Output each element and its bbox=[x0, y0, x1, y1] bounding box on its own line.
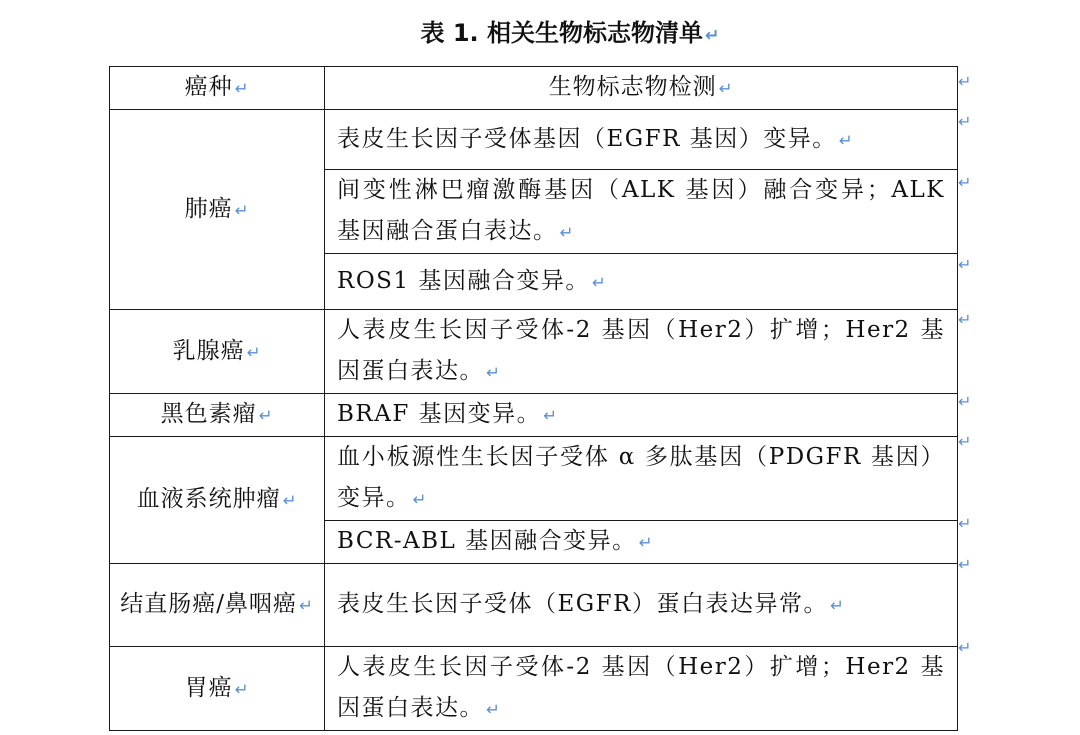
paragraph-mark-icon: ↵ bbox=[591, 272, 608, 292]
header-marker-label: 生物标志物检测 bbox=[548, 74, 717, 100]
marker-cell bbox=[325, 521, 958, 564]
marker-text: 人表皮生长因子受体-2 基因（Her2）扩增；Her2 基因蛋白表达。 bbox=[337, 654, 945, 721]
marker-text: 表皮生长因子受体（EGFR）蛋白表达异常。 bbox=[337, 591, 828, 617]
paragraph-mark-icon: ↵ bbox=[486, 363, 502, 382]
paragraph-mark-icon: ↵ bbox=[246, 342, 262, 362]
marker-cell bbox=[325, 110, 958, 170]
cancer-label: 乳腺癌 bbox=[172, 337, 245, 364]
table-header-row bbox=[110, 67, 958, 110]
cancer-cell bbox=[110, 310, 325, 394]
cancer-label: 黑色素瘤 bbox=[160, 401, 257, 427]
marker-text: ROS1 基因融合变异。 bbox=[337, 267, 590, 294]
table-row bbox=[110, 110, 958, 170]
paragraph-mark-icon: ↵ bbox=[958, 112, 972, 131]
paragraph-mark-icon: ↵ bbox=[958, 255, 972, 274]
paragraph-mark-icon: ↵ bbox=[958, 638, 972, 657]
paragraph-mark-icon: ↵ bbox=[559, 223, 575, 242]
marker-text: 表皮生长因子受体基因（EGFR 基因）变异。 bbox=[337, 125, 837, 152]
biomarker-table bbox=[109, 66, 958, 731]
cancer-cell bbox=[110, 647, 325, 731]
header-cell-marker bbox=[325, 67, 958, 110]
header-cell-cancer bbox=[110, 67, 325, 110]
paragraph-mark-icon: ↵ bbox=[958, 555, 972, 574]
marker-cell bbox=[325, 170, 958, 254]
paragraph-mark-icon: ↵ bbox=[486, 700, 502, 719]
row-end-marks bbox=[958, 0, 978, 735]
cancer-label: 血液系统肿瘤 bbox=[136, 486, 281, 512]
table-row bbox=[110, 437, 958, 521]
paragraph-mark-icon: ↵ bbox=[543, 406, 559, 425]
marker-cell bbox=[325, 564, 958, 647]
cancer-cell bbox=[110, 437, 325, 564]
paragraph-mark-icon: ↵ bbox=[958, 432, 972, 451]
paragraph-mark-icon: ↵ bbox=[958, 514, 972, 533]
marker-text: 人表皮生长因子受体-2 基因（Her2）扩增；Her2 基因蛋白表达。 bbox=[337, 317, 945, 384]
paragraph-mark-icon: ↵ bbox=[282, 491, 298, 510]
paragraph-mark-icon: ↵ bbox=[234, 200, 250, 220]
cancer-label: 结直肠癌/鼻咽癌 bbox=[120, 591, 297, 617]
marker-text: 血小板源性生长因子受体 α 多肽基因（PDGFR 基因）变异。 bbox=[337, 444, 945, 511]
paragraph-mark-icon: ↵ bbox=[829, 596, 846, 615]
table-row bbox=[110, 647, 958, 731]
paragraph-mark-icon: ↵ bbox=[958, 173, 972, 192]
paragraph-mark-icon: ↵ bbox=[412, 490, 428, 509]
header-cancer-label: 癌种 bbox=[184, 74, 233, 100]
paragraph-mark-icon: ↵ bbox=[958, 392, 972, 411]
cancer-label: 肺癌 bbox=[184, 195, 233, 222]
marker-text: BRAF 基因变异。 bbox=[337, 401, 542, 427]
marker-cell bbox=[325, 310, 958, 394]
table-row bbox=[110, 564, 958, 647]
paragraph-mark-icon: ↵ bbox=[234, 679, 250, 699]
paragraph-mark-icon: ↵ bbox=[958, 310, 972, 329]
marker-text: BCR-ABL 基因融合变异。 bbox=[337, 528, 637, 554]
marker-cell bbox=[325, 394, 958, 437]
paragraph-mark-icon: ↵ bbox=[958, 72, 972, 91]
table-row bbox=[110, 394, 958, 437]
cancer-cell bbox=[110, 394, 325, 437]
marker-cell bbox=[325, 647, 958, 731]
paragraph-mark-icon: ↵ bbox=[705, 26, 720, 46]
marker-cell bbox=[325, 437, 958, 521]
paragraph-mark-icon: ↵ bbox=[838, 130, 855, 150]
paragraph-mark-icon: ↵ bbox=[258, 406, 274, 425]
marker-cell bbox=[325, 254, 958, 310]
paragraph-mark-icon: ↵ bbox=[298, 596, 314, 615]
paragraph-mark-icon: ↵ bbox=[234, 79, 250, 98]
cancer-cell bbox=[110, 564, 325, 647]
table-caption-text: 表 1. 相关生物标志物清单 bbox=[420, 19, 704, 47]
paragraph-mark-icon: ↵ bbox=[718, 79, 734, 98]
paragraph-mark-icon: ↵ bbox=[638, 533, 654, 552]
table-row bbox=[110, 310, 958, 394]
cancer-cell bbox=[110, 110, 325, 310]
marker-text: 间变性淋巴瘤激酶基因（ALK 基因）融合变异；ALK 基因融合蛋白表达。 bbox=[337, 177, 945, 244]
cancer-label: 胃癌 bbox=[184, 674, 233, 701]
table-caption bbox=[0, 16, 1080, 53]
